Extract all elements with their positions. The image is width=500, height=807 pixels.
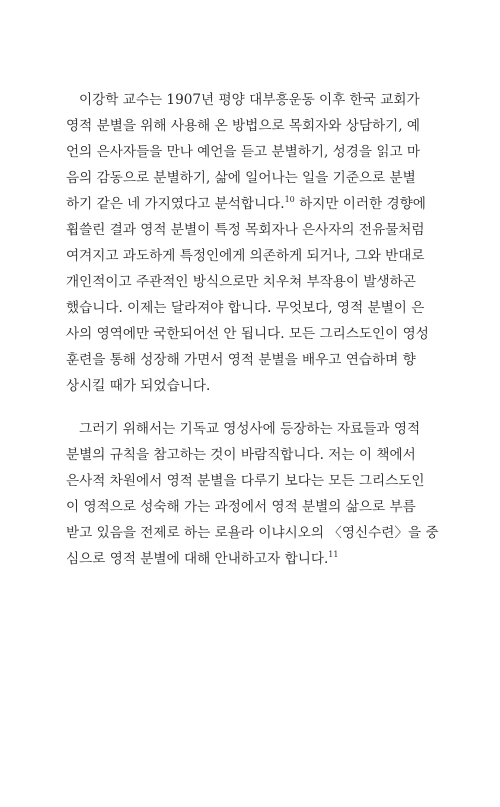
paragraph-1-line-4: 음의 감동으로 분별하기, 삶에 일어나는 일을 기준으로 분별 [66, 170, 416, 186]
paragraph-2-line-6-text: 심으로 영적 분별에 대해 안내하고자 합니다. [66, 551, 329, 567]
paragraph-1-line-10: 사의 영역에만 국한되어선 안 됩니다. 모든 그리스도인이 영성 [66, 326, 429, 342]
footnote-marker-11: 11 [328, 550, 339, 559]
paragraph-2-line-4: 이 영적으로 성숙해 가는 과정에서 영적 분별의 삶으로 부름 [66, 499, 416, 515]
footnote-marker-10: 10 [284, 195, 295, 204]
paragraph-1-line-3: 언의 은사자들을 만나 예언을 듣고 분별하기, 성경을 읽고 마 [66, 144, 421, 160]
paragraph-2-line-3: 은사적 차원에서 영적 분별을 다루기 보다는 모든 그리스도인 [66, 473, 425, 489]
paragraph-2-line-5: 받고 있음을 전제로 하는 로욜라 이냐시오의 〈영신수련〉을 중 [66, 525, 439, 541]
paragraph-2-line-2: 분별의 규칙을 참고하는 것이 바람직합니다. 저는 이 책에서 [66, 447, 416, 463]
paragraph-2-line-1: 그러기 위해서는 기독교 영성사에 등장하는 자료들과 영적 [79, 421, 421, 437]
paragraph-2-line-6 [66, 546, 400, 572]
paragraph-1-line-11: 훈련을 통해 성장해 가면서 영적 분별을 배우고 연습하며 향 [66, 352, 416, 368]
paragraph-1-line-5-text: 하기 같은 네 가지였다고 분석합니다. [66, 196, 285, 212]
paragraph-1-line-9: 했습니다. 이제는 달라져야 합니다. 무엇보다, 영적 분별이 은 [66, 300, 425, 316]
paragraph-1-line-12: 상시킬 때가 되었습니다. [66, 378, 211, 394]
paragraph-1-line-5 [66, 191, 426, 217]
paragraph-1-line-8: 개인적이고 주관적인 방식으로만 치우쳐 부작용이 발생하곤 [66, 274, 416, 290]
paragraph-1-line-5-tail: 하지만 이러한 경향에 [294, 196, 426, 212]
paragraph-1-line-1: 이강학 교수는 1907년 평양 대부흥운동 이후 한국 교회가 [79, 92, 420, 108]
paragraph-1-line-6: 휩쓸린 결과 영적 분별이 특정 목회자나 은사자의 전유물처럼 [66, 222, 425, 238]
paragraph-1-line-7: 여겨지고 과도하게 특정인에게 의존하게 되거나, 그와 반대로 [66, 248, 425, 264]
paragraph-1-line-2: 영적 분별을 위해 사용해 온 방법으로 목회자와 상담하기, 예 [66, 118, 421, 134]
